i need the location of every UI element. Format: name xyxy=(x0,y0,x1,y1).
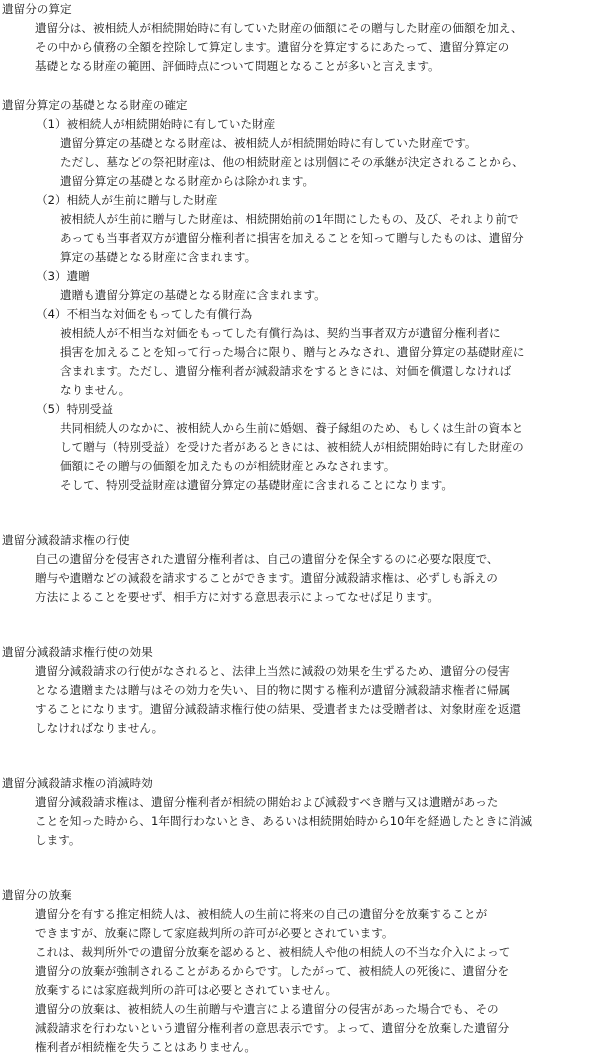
paragraph-line: 遺留分は、被相続人が相続開始時に有していた財産の価額にその贈与した財産の価額を加え、 xyxy=(35,21,523,35)
paragraph-line: 遺留分減殺請求の行使がなされると、法律上当然に減殺の効果を生ずるため、遺留分の侵害 xyxy=(35,664,510,678)
paragraph-line: 被相続人が不相当な対価をもってした有償行為は、契約当事者双方が遺留分権利者に xyxy=(60,326,501,340)
paragraph-line: できますが、放棄に際して家庭裁判所の許可が必要とされています。 xyxy=(35,926,394,940)
paragraph-line: 算定の基礎となる財産に含まれます。 xyxy=(60,250,257,264)
section-heading: 遺留分の放棄 xyxy=(2,888,72,902)
section-heading: 遺留分減殺請求権の消滅時効 xyxy=(2,776,153,790)
paragraph-line: 贈与や遺贈などの減殺を請求することができます。遺留分減殺請求権は、必ずしも訴えの xyxy=(35,571,498,585)
paragraph-line: します。 xyxy=(35,833,81,847)
paragraph-line: その中から債務の全額を控除して算定します。遺留分を算定するにあたって、遺留分算定の xyxy=(35,40,510,54)
paragraph-line: することになります。遺留分減殺請求権行使の結果、受遺者または受贈者は、対象財産を返還 xyxy=(35,702,522,716)
section-heading: 遺留分算定の基礎となる財産の確定 xyxy=(2,98,188,112)
paragraph-line: となる遺贈または贈与はその効力を失い、目的物に関する権利が遺留分減殺請求権者に帰属 xyxy=(35,683,511,697)
paragraph-line: 基礎となる財産の範囲、評価時点について問題となることが多いと言えます。 xyxy=(35,59,440,73)
paragraph-line: 方法によることを要せず、相手方に対する意思表示によってなせば足ります。 xyxy=(35,590,439,604)
paragraph-line: 遺留分算定の基礎となる財産は、被相続人が相続開始時に有していた財産です。 xyxy=(60,136,477,150)
paragraph-line: あっても当事者双方が遺留分権利者に損害を加えることを知って贈与したものは、遺留分 xyxy=(60,231,524,245)
paragraph-line: 遺留分の放棄は、被相続人の生前贈与や遺言による遺留分の侵害があった場合でも、その xyxy=(35,1002,499,1016)
section-heading: 遺留分の算定 xyxy=(2,2,72,16)
paragraph-line: しなければなりません。 xyxy=(35,721,164,735)
paragraph-line: 被相続人が生前に贈与した財産は、相続開始前の1年間にしたもの、及び、それより前で xyxy=(60,212,519,226)
subsection-title: （2）相続人が生前に贈与した財産 xyxy=(36,193,218,207)
paragraph-line: そして、特別受益財産は遺留分算定の基礎財産に含まれることになります。 xyxy=(60,478,454,492)
paragraph-line: ことを知った時から、1年間行わないとき、あるいは相続開始時から10年を経過したときに消滅 xyxy=(35,814,533,828)
subsection-title: （5）特別受益 xyxy=(36,402,113,416)
paragraph-line: 遺留分の放棄が強制されることがあるからです。したがって、被相続人の死後に、遺留分を xyxy=(35,964,510,978)
paragraph-line: 含まれます。ただし、遺留分権利者が減殺請求をするときには、対価を償還しなければ xyxy=(60,364,512,378)
paragraph-line: 遺留分算定の基礎となる財産からは除かれます。 xyxy=(60,174,315,188)
paragraph-line: 減殺請求を行わないという遺留分権利者の意思表示です。よって、遺留分を放棄した遺留分 xyxy=(35,1021,510,1035)
paragraph-line: 損害を加えることを知って行った場合に限り、贈与とみなされ、遺留分算定の基礎財産に xyxy=(60,345,525,359)
subsection-title: （3）遺贈 xyxy=(36,269,90,283)
paragraph-line: ただし、墓などの祭祀財産は、他の相続財産とは別個にその承継が決定されることから、 xyxy=(60,155,524,169)
paragraph-line: 共同相続人のなかに、被相続人から生前に婚姻、養子縁組のため、もしくは生計の資本と xyxy=(60,421,524,435)
section-heading: 遺留分減殺請求権行使の効果 xyxy=(2,645,153,659)
paragraph-line: 遺留分減殺請求権は、遺留分権利者が相続の開始および減殺すべき贈与又は遺贈があった xyxy=(35,795,499,809)
section-heading: 遺留分減殺請求権の行使 xyxy=(2,533,130,547)
subsection-title: （4）不相当な対価をもってした有償行為 xyxy=(36,307,253,321)
paragraph-line: 遺贈も遺留分算定の基礎となる財産に含まれます。 xyxy=(60,288,326,302)
paragraph-line: これは、裁判所外での遺留分放棄を認めると、被相続人や他の相続人の不当な介入によって xyxy=(35,945,511,959)
paragraph-line: 遺留分を有する推定相続人は、被相続人の生前に将来の自己の遺留分を放棄することが xyxy=(35,907,488,921)
paragraph-line: 権利者が相続権を失うことはありません。 xyxy=(35,1040,256,1054)
subsection-title: （1）被相続人が相続開始時に有していた財産 xyxy=(36,117,276,131)
paragraph-line: なりません。 xyxy=(60,383,131,397)
paragraph-line: して贈与（特別受益）を受けた者があるときには、被相続人が相続開始時に有した財産の xyxy=(60,440,524,454)
paragraph-line: 自己の遺留分を侵害された遺留分権利者は、自己の遺留分を保全するのに必要な限度で、 xyxy=(35,552,499,566)
paragraph-line: 価額にその贈与の価額を加えたものが相続財産とみなされます。 xyxy=(60,459,396,473)
paragraph-line: 放棄するには家庭裁判所の許可は必要とされていません。 xyxy=(35,983,338,997)
